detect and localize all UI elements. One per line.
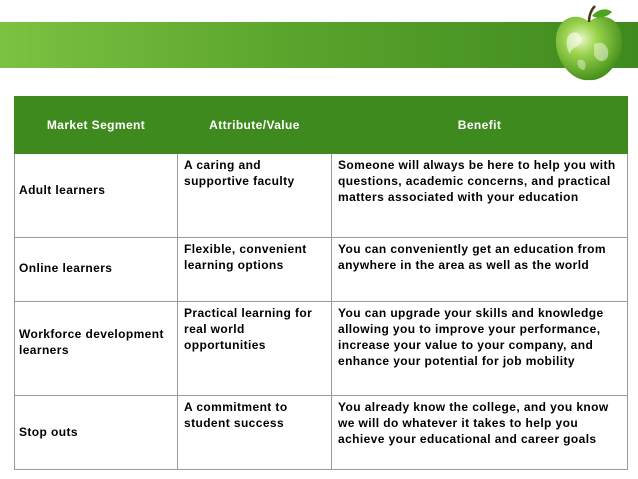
header-banner xyxy=(0,22,638,68)
column-header-attribute-value: Attribute/Value xyxy=(178,97,332,154)
segment-cell: Online learners xyxy=(15,238,178,302)
attribute-cell: A caring and supportive faculty xyxy=(178,154,332,238)
benefit-cell: You already know the college, and you know we will do whatever it takes to help you achieve your educational and career goals xyxy=(332,396,628,470)
segment-cell: Workforce development learners xyxy=(15,302,178,396)
benefit-cell: Someone will always be here to help you with questions, academic concerns, and practical matters associated with your education xyxy=(332,154,628,238)
green-globe-apple-icon xyxy=(548,4,630,86)
attribute-cell: A commitment to student success xyxy=(178,396,332,470)
segment-cell: Stop outs xyxy=(15,396,178,470)
benefit-cell: You can conveniently get an education from anywhere in the area as well as the world xyxy=(332,238,628,302)
table-row xyxy=(15,154,628,238)
segment-cell: Adult learners xyxy=(15,154,178,238)
table-row xyxy=(15,302,628,396)
attribute-cell: Practical learning for real world opportunities xyxy=(178,302,332,396)
attribute-cell: Flexible, convenient learning options xyxy=(178,238,332,302)
benefit-cell: You can upgrade your skills and knowledge allowing you to improve your performance, increase your value to your company, and enhance your potential for job mobility xyxy=(332,302,628,396)
market-segment-table xyxy=(14,96,628,470)
table-row xyxy=(15,238,628,302)
table-row xyxy=(15,396,628,470)
column-header-market-segment: Market Segment xyxy=(15,97,178,154)
column-header-benefit: Benefit xyxy=(332,97,628,154)
table-header-row xyxy=(15,97,628,154)
